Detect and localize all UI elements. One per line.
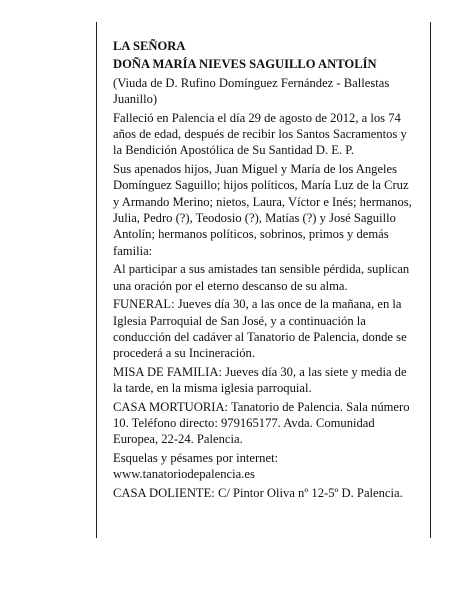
funeral-info: FUNERAL: Jueves día 30, a las once de la mañana, en la Iglesia Parroquial de San José, y a continuación la conducción del cadáver al Tanatorio de Palencia, donde se procederá a su Incineración. xyxy=(113,297,407,361)
widow-of-text: (Viuda de D. Rufino Domínguez Fernández - Ballestas Juanillo) xyxy=(113,75,390,107)
online-condolences-url: www.tanatoriodepalencia.es xyxy=(113,467,255,482)
deceased-name: DOÑA MARÍA NIEVES SAGUILLO ANTOLÍN xyxy=(113,57,377,72)
death-details: Falleció en Palencia el día 29 de agosto de 2012, a los 74 años de edad, después de recibir los Santos Sacramentos y la Bendición Apostólica de Su Santidad D. E. P. xyxy=(113,110,407,158)
funeral-home-info: CASA MORTUORIA: Tanatorio de Palencia. Sala número 10. Teléfono directo: 979165177. Avda. Comunidad Europea, 22-24. Palencia. xyxy=(113,399,410,447)
online-condolences-label: Esquelas y pésames por internet: xyxy=(113,450,279,465)
obituary-notice xyxy=(113,38,415,503)
notice-title: LA SEÑORA xyxy=(113,39,186,53)
online-condolences xyxy=(113,450,415,483)
family-mass-info: MISA DE FAMILIA: Jueves día 30, a las siete y media de la tarde, en la misma iglesia parroquial. xyxy=(113,364,407,396)
grieving-house-info: CASA DOLIENTE: C/ Pintor Oliva nº 12-5º D. Palencia. xyxy=(113,485,403,500)
prayer-request: Al participar a sus amistades tan sensible pérdida, suplican una oración por el eterno descanso de su alma. xyxy=(113,262,410,293)
family-list: Sus apenados hijos, Juan Miguel y María de los Angeles Domínguez Saguillo; hijos políticos, María Luz de la Cruz y Armando Merino; nietos, Laura, Víctor e Inés; hermanos, Julia, Pedro (?), Teodosio (?), Matías (?) y José Saguillo Antolín; hermanos políticos, sobrinos, primos y demás familia: xyxy=(113,161,412,258)
